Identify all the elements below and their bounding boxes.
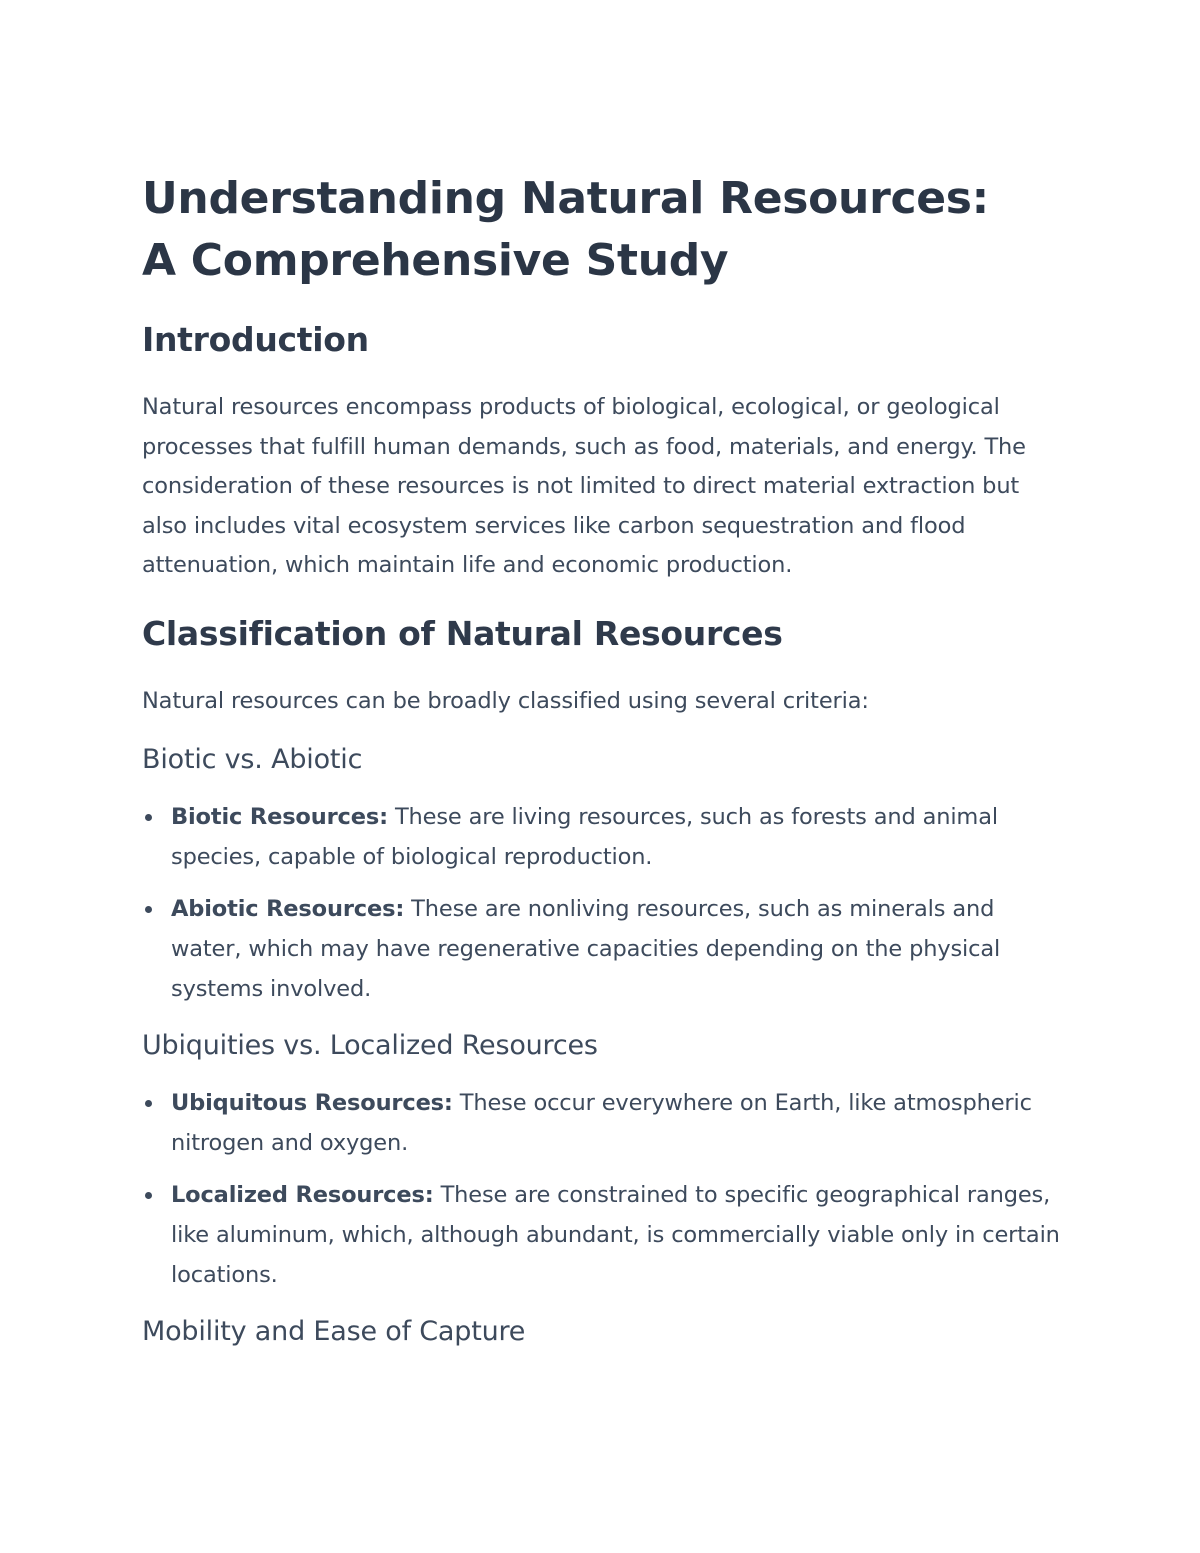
bullet-icon (145, 1100, 152, 1107)
list-item-text: These occur everywhere on Earth, like atmospheric nitrogen and oxygen. (171, 1090, 1032, 1156)
bullet-icon (145, 1192, 152, 1199)
bullet-icon (145, 906, 152, 913)
ubiquities-heading: Ubiquities vs. Localized Resources (142, 1030, 598, 1061)
mobility-heading: Mobility and Ease of Capture (142, 1316, 526, 1347)
list-item-abiotic (142, 889, 1062, 1009)
classification-intro: Natural resources can be broadly classified using several criteria: (142, 687, 869, 714)
list-item-term: Localized Resources: (171, 1182, 434, 1208)
list-item-biotic (142, 797, 1062, 877)
list-item-text: These are constrained to specific geographical ranges, like aluminum, which, although abundant, is commercially viable only in certain locations. (171, 1182, 1060, 1288)
classification-heading: Classification of Natural Resources (142, 613, 783, 653)
list-item-ubiquitous (142, 1083, 1062, 1163)
biotic-abiotic-list (142, 797, 1062, 1009)
introduction-paragraph: Natural resources encompass products of biological, ecological, or geological processes that fulfill human demands, such as food, materials, and energy. The consideration of these resources is not limited to direct material extraction but also includes vital ecosystem services like carbon sequestration and flood attenuation, which maintain life and economic production. (142, 394, 1026, 578)
document-title: Understanding Natural Resources: A Comprehensive Study (142, 173, 989, 286)
biotic-abiotic-heading: Biotic vs. Abiotic (142, 744, 363, 775)
bullet-icon (145, 814, 152, 821)
document-page (142, 168, 1062, 1351)
list-item-text: These are nonliving resources, such as minerals and water, which may have regenerative capacities depending on the physical systems involved. (171, 896, 1001, 1002)
ubiquities-list (142, 1083, 1062, 1295)
list-item-localized (142, 1175, 1062, 1295)
list-item-text: These are living resources, such as forests and animal species, capable of biological reproduction. (171, 804, 998, 870)
list-item-term: Abiotic Resources: (171, 896, 405, 922)
list-item-term: Biotic Resources: (171, 804, 388, 830)
introduction-heading: Introduction (142, 320, 369, 359)
list-item-term: Ubiquitous Resources: (171, 1090, 453, 1116)
